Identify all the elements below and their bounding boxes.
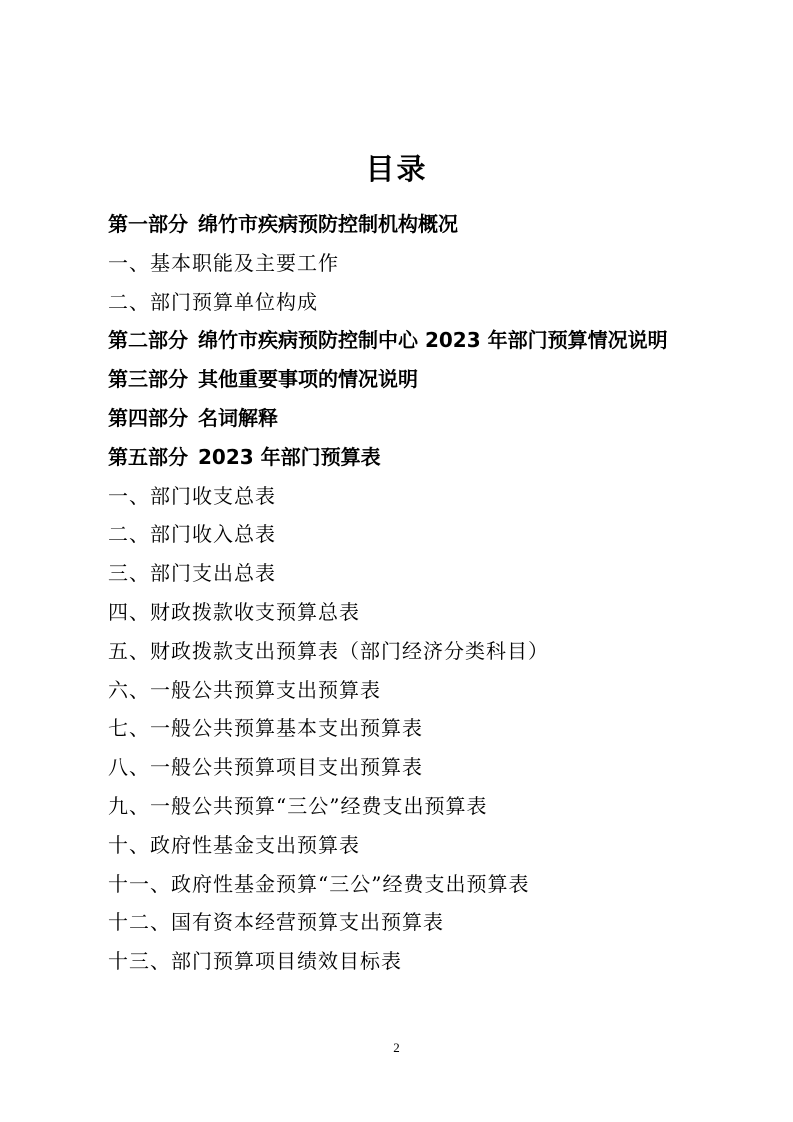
page-number: 2 [393,1040,400,1055]
toc-item-basic-functions[interactable]: 一、基本职能及主要工作 [108,250,339,275]
toc-item-table-12[interactable]: 十二、国有资本经营预算支出预算表 [108,910,444,935]
toc-item-table-1[interactable]: 一、部门收支总表 [108,483,276,508]
toc-item-table-6[interactable]: 六、一般公共预算支出预算表 [108,677,381,702]
toc-part-4[interactable] [108,399,728,438]
toc-part-5[interactable] [108,438,728,477]
toc-part-label: 第三部分 [108,367,188,392]
toc-part-label: 第四部分 [108,405,188,430]
toc-item-table-9[interactable]: 九、一般公共预算“三公”经费支出预算表 [108,793,488,818]
toc-part-title: 其他重要事项的情况说明 [198,367,418,392]
toc-item-table-4[interactable]: 四、财政拨款收支预算总表 [108,599,360,624]
toc-part-2[interactable] [108,321,728,360]
toc-item-budget-units[interactable]: 二、部门预算单位构成 [108,289,318,314]
toc-part-label: 第一部分 [108,212,188,236]
toc-item-table-5[interactable]: 五、财政拨款支出预算表（部门经济分类科目） [108,638,549,663]
toc-part-label: 第二部分 [108,328,188,353]
toc-item-table-2[interactable]: 二、部门收入总表 [108,522,276,547]
page-title: 目录 [365,152,428,186]
toc-part-3[interactable] [108,360,728,399]
toc-item-table-11[interactable]: 十一、政府性基金预算“三公”经费支出预算表 [108,871,530,896]
toc-part-label: 第五部分 [108,444,188,469]
toc-item-table-13[interactable]: 十三、部门预算项目绩效目标表 [108,949,402,974]
toc-item-table-10[interactable]: 十、政府性基金支出预算表 [108,832,360,857]
table-of-contents [108,205,728,981]
toc-part-title: 名词解释 [198,405,278,430]
toc-item-table-3[interactable]: 三、部门支出总表 [108,561,276,586]
toc-part-1[interactable] [108,205,728,244]
toc-part-title: 绵竹市疾病预防控制中心 2023 年部门预算情况说明 [198,328,668,353]
toc-item-table-8[interactable]: 八、一般公共预算项目支出预算表 [108,755,423,780]
toc-item-table-7[interactable]: 七、一般公共预算基本支出预算表 [108,716,423,741]
toc-part-title: 2023 年部门预算表 [198,444,381,469]
toc-part-title: 绵竹市疾病预防控制机构概况 [198,212,458,236]
